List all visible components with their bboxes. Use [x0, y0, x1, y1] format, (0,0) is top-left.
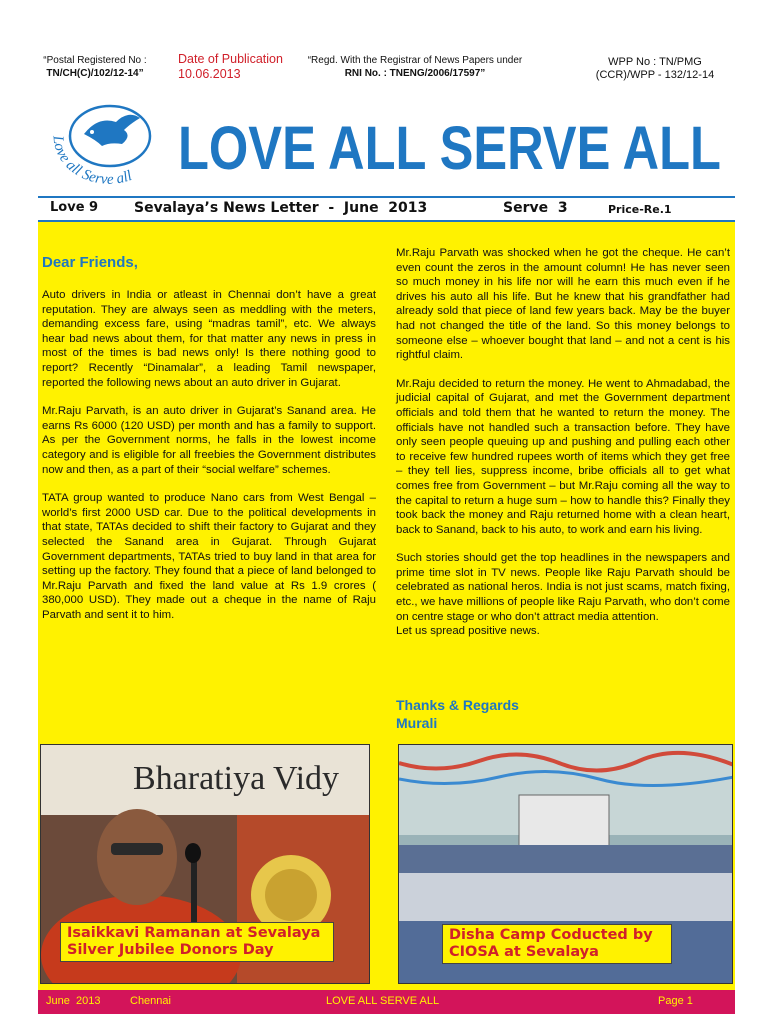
paragraph: Such stories should get the top headlines in the newspapers and prime time slot in TV news. People like Raju Parvath should be celebrated as national heros. India is not just scams, match fixing, etc., we have millions of people like Raju Parvath, who don’t come on centre stage or who don’t attract media attention. Let us spread positive news. [396, 552, 730, 638]
caption-camp [442, 924, 672, 964]
regd-line-2: RNI No. : TNENG/2006/17597” [344, 68, 486, 79]
postal-registration [40, 54, 150, 80]
caption-line: Disha Camp Coducted by [449, 927, 653, 943]
publication-date [178, 52, 283, 82]
footer-city: Chennai [130, 995, 171, 1007]
article-signoff [396, 696, 519, 732]
page-footer [38, 990, 735, 1014]
registration-notice [300, 54, 530, 80]
paragraph: Mr.Raju Parvath was shocked when he got the cheque. He can’t even count the zeros in the amount column! He has never seen so much money in his life nor will he earn this much even if he drives his auto all his life. But he knew that his grandfather had already sold that piece of land few years back. May be the buyer had not changed the title of the land. So this money belongs to someone else – whoever bought that land – and not a cent is his rightful claim. [396, 247, 730, 362]
article-body [38, 222, 735, 740]
paragraph: Mr.Raju Parvath, is an auto driver in Gujarat’s Sanand area. He earns Rs 6000 (120 USD) per month and has a family to support. As per the Government norms, he falls in the lowest income category and is eligible for all freebies the Government distributes now and then, as a part of their “social welfare” schemes. [42, 405, 376, 476]
issue-price: Price-Re.1 [608, 203, 672, 216]
article-column-left [42, 288, 376, 636]
footer-date: June 2013 [46, 995, 101, 1007]
publication-date-value: 10.06.2013 [178, 67, 241, 81]
newsletter-title: Sevalaya’s News Letter - June 2013 [134, 200, 428, 216]
article-greeting: Dear Friends, [42, 254, 138, 271]
publication-label: Date of Publication [178, 52, 283, 66]
footer-page-number: Page 1 [658, 995, 693, 1007]
article-column-right [396, 246, 730, 653]
logo-arc-text: Love all Serve all [49, 135, 135, 188]
masthead-banner [38, 98, 735, 196]
postal-line-1: “Postal Registered No : [43, 55, 147, 66]
caption-speaker [60, 922, 334, 962]
paragraph: TATA group wanted to produce Nano cars from West Bengal – world’s first 2000 USD car. Due to the political developments in that state, TATAs decided to shift their factory to Gujarat and they selected the Sanand area in Gujarat. Through Gujarat Government departments, TATAs tried to buy land in that area for setting up the factory. They found that a piece of land belonged to Mr.Raju Parvath and fixed the land value at Rs 1.9 crores ( 380,000 USD). They made out a cheque in the name of Raju Parvath and sent it to him. [42, 492, 376, 621]
caption-line: Isaikkavi Ramanan at Sevalaya [67, 925, 321, 941]
postal-line-2: TN/CH(C)/102/12-14” [46, 68, 144, 79]
issue-love-number: Love 9 [50, 200, 99, 215]
paragraph: Mr.Raju decided to return the money. He went to Ahmadabad, the judicial capital of Gujarat, and met the Government department officials and told them that he wanted to return the money. The officials have not handled such a transaction before. They have only seen people queuing up and pushing and pulling each other to receive few hundred rupees worth of items which they get free – they tell lies, suppress income, bribe officials all to get what comes free from Government – but Mr.Raju coming all the way to the capital to return a huge sum – how to handle this? Finally they took back the money and Raju returned home with a clean heart, back to Sanand, back to his auto, to work and earn his living. [396, 377, 730, 536]
caption-line: CIOSA at Sevalaya [449, 944, 599, 960]
signoff-regards: Thanks & Regards [396, 697, 519, 713]
photo-section [38, 740, 735, 990]
caption-line: Silver Jubilee Donors Day [67, 942, 274, 958]
wpp-line-2: (CCR)/WPP - 132/12-14 [595, 69, 715, 81]
photo-banner-text: Bharatiya Vidy [133, 760, 340, 797]
masthead-title: LOVE ALL SERVE ALL [178, 114, 721, 182]
issue-serve-number: Serve 3 [503, 200, 568, 216]
regd-line-1: “Regd. With the Registrar of News Papers under [307, 55, 523, 66]
dove-on-globe-icon [40, 102, 172, 194]
paragraph: Auto drivers in India or atleast in Chennai don’t have a great reputation. They are always seen as meddling with the meters, demanding excess fare, using “madras tamil”, etc. We always hear bad news about them, for that matter any news in press in most of the times is bad news only! Is there nothing good to report? Recently “Dinamalar”, a leading Tamil newspaper, reported the following news about an auto driver in Gujarat. [42, 289, 376, 389]
wpp-number [585, 56, 725, 82]
issue-bar [38, 196, 735, 222]
wpp-line-1: WPP No : TN/PMG [608, 56, 702, 68]
footer-tagline: LOVE ALL SERVE ALL [326, 995, 440, 1007]
signoff-author: Murali [396, 715, 438, 731]
